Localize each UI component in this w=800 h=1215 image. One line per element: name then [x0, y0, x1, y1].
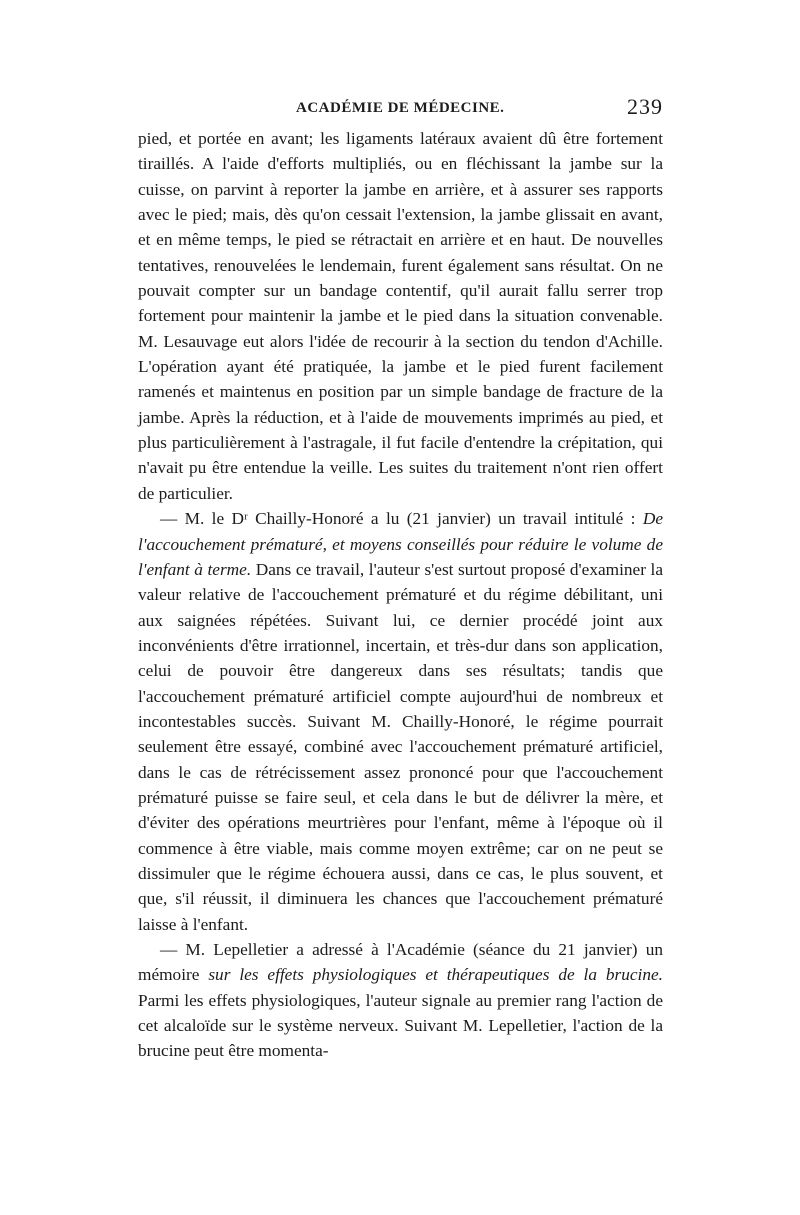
running-head: ACADÉMIE DE MÉDECINE.	[296, 100, 505, 116]
paragraph-text: — M. Lepelletier a adressé à l'Académie (séance du 21 janvier) un mémoire	[138, 940, 663, 985]
book-page	[138, 92, 663, 1064]
paragraph-continued	[138, 126, 663, 506]
page-header	[138, 92, 663, 126]
italic-title: De l'accouchement prématuré, et moyens conseillés pour réduire le volume de l'enfant à terme.	[138, 509, 663, 579]
page-number: 239	[627, 94, 663, 119]
page-body	[138, 126, 663, 1064]
paragraph-text: — M. le Dʳ Chailly-Honoré a lu (21 janvier) un travail intitulé :	[160, 509, 643, 529]
paragraph-lepelletier	[138, 937, 663, 1064]
paragraph-text: Dans ce travail, l'auteur s'est surtout proposé d'examiner la valeur relative de l'accouchement prématuré et du régime débilitant, uni aux saignées répétées. Suivant lui, ce dernier procédé joint aux inconvénients d'être irrationnel, incertain, et très-dur dans son application, celui de pouvoir être dangereux dans ses résultats; tandis que l'accouchement prématuré artificiel compte aujourd'hui de nombreux et incontestables succès. Suivant M. Chailly-Honoré, le régime pourrait seulement être essayé, combiné avec l'accouchement prématuré artificiel, dans le cas de rétrécissement assez prononcé pour que l'accouchement prématuré puisse se faire seul, et cela dans le but de délivrer la mère, et d'éviter des opérations meurtrières pour l'enfant, même à l'époque où il commence à être viable, mais comme moyen extrême; car on ne peut se dissimuler que le régime échouera aussi, dans ce cas, le plus souvent, et que, s'il réussit, il diminuera les chances que l'accouchement prématuré laisse à l'enfant.	[138, 559, 664, 934]
paragraph-text: pied, et portée en avant; les ligaments latéraux avaient dû être fortement tiraillés. A l'aide d'efforts multipliés, ou en fléchissant la jambe sur la cuisse, on parvint à reporter la jambe en arrière, et à assurer ses rapports avec le pied; mais, dès qu'on cessait l'extension, la jambe glissait en avant, et en même temps, le pied se rétractait en arrière et en haut. De nouvelles tentatives, renouvelées le lendemain, furent également sans résultat. On ne pouvait compter sur un bandage contentif, qu'il aurait fallu serrer trop fortement pour maintenir la jambe et le pied dans la situation convenable. M. Lesauvage eut alors l'idée de recourir à la section du tendon d'Achille. L'opération ayant été pratiquée, la jambe et le pied furent facilement ramenés et maintenus en position par un simple bandage de fracture de la jambe. Après la réduction, et à l'aide de mouvements imprimés au pied, et plus particulièrement à l'astragale, il fut facile d'entendre la crépitation, qui n'avait pu être entendue la veille. Les suites du traitement n'ont rien offert de particulier.	[138, 129, 663, 503]
paragraph-text: Parmi les effets physiologiques, l'auteur signale au premier rang l'action de cet alcaloïde sur le système nerveux. Suivant M. Lepelletier, l'action de la brucine peut être momenta-	[138, 990, 663, 1061]
paragraph-chailly-honore	[138, 506, 663, 937]
italic-title: sur les effets physiologiques et thérapeutiques de la brucine.	[208, 965, 663, 985]
